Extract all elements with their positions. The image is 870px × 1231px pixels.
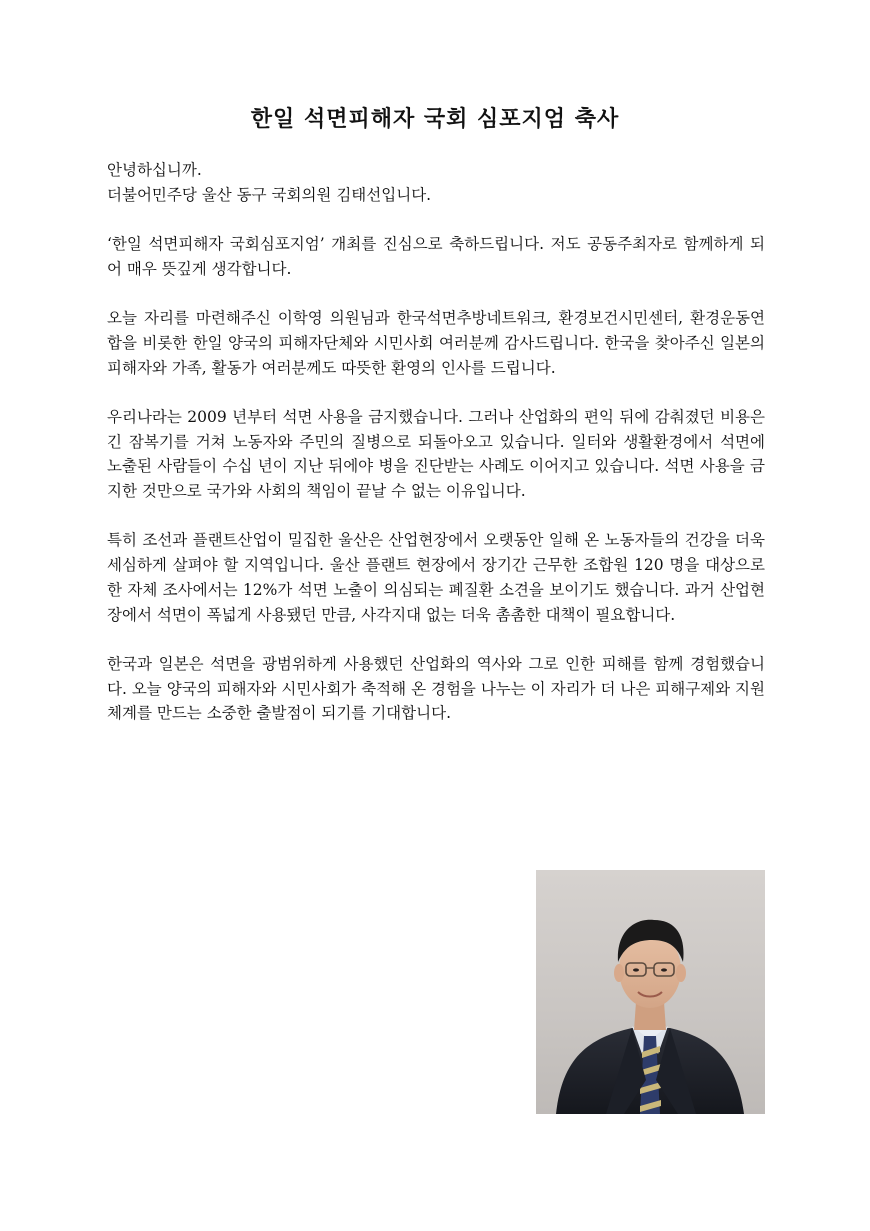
paragraph-ulsan: 특히 조선과 플랜트산업이 밀집한 울산은 산업현장에서 오랫동안 일해 온 노동자들의 건강을 더욱 세심하게 살펴야 할 지역입니다. 울산 플랜트 현장에서 장기간 근무한 조합원 120 명을 대상으로 한 자체 조사에서는 12%가 석면 노출이 의심되는 폐질환 소견을 보이기도 했습니다. 과거 산업현장에서 석면이 폭넓게 사용됐던 만큼, 사각지대 없는 더욱 촘촘한 대책이 필요합니다.	[107, 531, 765, 624]
portrait-photo	[536, 870, 765, 1114]
document-body	[107, 158, 765, 751]
paragraph-greeting: 안녕하십니까. 더불어민주당 울산 동구 국회의원 김태선입니다.	[107, 161, 432, 204]
document-title: 한일 석면피해자 국회 심포지엄 축사	[250, 106, 620, 132]
paragraph-asbestos-ban: 우리나라는 2009 년부터 석면 사용을 금지했습니다. 그러나 산업화의 편익 뒤에 감춰졌던 비용은 긴 잠복기를 거쳐 노동자와 주민의 질병으로 되돌아오고 있습니다. 일터와 생활환경에서 석면에 노출된 사람들이 수십 년이 지난 뒤에야 병을 진단받는 사례도 이어지고 있습니다. 석면 사용을 금지한 것만으로 국가와 사회의 책임이 끝날 수 없는 이유입니다.	[107, 407, 765, 501]
paragraph-congratulations: ‘한일 석면피해자 국회심포지엄’ 개최를 진심으로 축하드립니다. 저도 공동주최자로 함께하게 되어 매우 뜻깊게 생각합니다.	[107, 235, 765, 278]
paragraph-thanks: 오늘 자리를 마련해주신 이학영 의원님과 한국석면추방네트워크, 환경보건시민센터, 환경운동연합을 비롯한 한일 양국의 피해자단체와 시민사회 여러분께 감사드립니다. 한국을 찾아주신 일본의 피해자와 가족, 활동가 여러분께도 따뜻한 환영의 인사를 드립니다.	[107, 309, 765, 377]
paragraph-closing: 한국과 일본은 석면을 광범위하게 사용했던 산업화의 역사와 그로 인한 피해를 함께 경험했습니다. 오늘 양국의 피해자와 시민사회가 축적해 온 경험을 나누는 이 자리가 더 나은 피해구제와 지원체계를 만드는 소중한 출발점이 되기를 기대합니다.	[107, 654, 765, 723]
